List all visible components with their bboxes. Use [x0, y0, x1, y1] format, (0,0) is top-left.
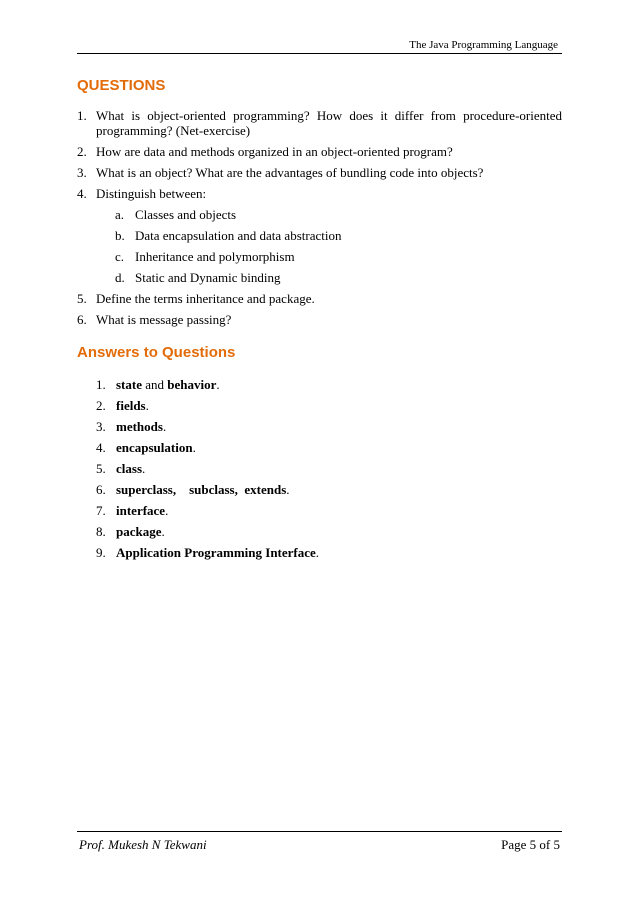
- item-number: 9.: [96, 545, 106, 560]
- item-number: 2.: [96, 398, 106, 413]
- answer-item: [96, 461, 319, 476]
- answer-term: behavior: [167, 377, 217, 392]
- page-header: [77, 37, 562, 54]
- answer-term: state: [116, 377, 142, 392]
- header-title: The Java Programming Language: [409, 39, 558, 51]
- list-item: [77, 108, 562, 138]
- question-text: Define the terms inheritance and package.: [96, 291, 315, 306]
- sub-list-item: [115, 207, 562, 222]
- answer-punct: .: [286, 482, 290, 497]
- answer-term: fields: [116, 398, 146, 413]
- answer-item: [96, 377, 319, 392]
- answer-term: interface: [116, 503, 166, 518]
- answer-item: [96, 524, 319, 539]
- item-number: 5.: [77, 291, 87, 306]
- sub-list-item: [115, 249, 562, 264]
- questions-heading: QUESTIONS: [77, 77, 166, 94]
- answer-term: encapsulation: [116, 440, 193, 455]
- item-letter: b.: [115, 228, 125, 243]
- sub-list-item: [115, 270, 562, 285]
- item-number: 3.: [77, 165, 87, 180]
- item-number: 5.: [96, 461, 106, 476]
- item-number: 1.: [96, 377, 106, 392]
- item-letter: d.: [115, 270, 125, 285]
- item-number: 2.: [77, 144, 87, 159]
- answer-punct: .: [165, 503, 169, 518]
- question-text: Distinguish between:: [96, 186, 207, 201]
- question-text: What is object-oriented programming? How does it differ from procedure-oriented programming? (Net-exercise): [96, 108, 562, 138]
- sub-list-item: [115, 228, 562, 243]
- sub-item-text: Classes and objects: [135, 207, 237, 222]
- answer-term: methods: [116, 419, 163, 434]
- answer-term: Application Programming Interface: [116, 545, 316, 560]
- list-item: [77, 186, 562, 285]
- answer-item: [96, 503, 319, 518]
- sub-item-text: Data encapsulation and data abstraction: [135, 228, 342, 243]
- footer-page-number: Page 5 of 5: [501, 837, 560, 852]
- answer-term: class: [116, 461, 142, 476]
- answer-text: and: [142, 377, 168, 392]
- answer-punct: .: [145, 398, 149, 413]
- item-number: 4.: [77, 186, 87, 201]
- answer-item: [96, 419, 319, 434]
- answer-term: extends: [244, 482, 287, 497]
- item-number: 4.: [96, 440, 106, 455]
- item-letter: c.: [115, 249, 125, 264]
- answer-punct: .: [216, 377, 220, 392]
- answer-item: [96, 440, 319, 455]
- answer-term: superclass,: [116, 482, 177, 497]
- item-letter: a.: [115, 207, 125, 222]
- answer-term: subclass,: [189, 482, 238, 497]
- sub-item-text: Static and Dynamic binding: [135, 270, 281, 285]
- answer-text: [176, 482, 189, 497]
- item-number: 3.: [96, 419, 106, 434]
- answer-punct: .: [161, 524, 165, 539]
- answer-term: package: [116, 524, 162, 539]
- item-number: 1.: [77, 108, 87, 123]
- question-text: What is message passing?: [96, 312, 232, 327]
- list-item: [77, 312, 562, 327]
- item-number: 7.: [96, 503, 106, 518]
- questions-list: [77, 108, 562, 333]
- list-item: [77, 144, 562, 159]
- answers-heading: Answers to Questions: [77, 344, 236, 361]
- list-item: [77, 165, 562, 180]
- answer-punct: .: [192, 440, 196, 455]
- answer-item: [96, 398, 319, 413]
- answer-punct: .: [315, 545, 320, 560]
- list-item: [77, 291, 562, 306]
- footer-author: Prof. Mukesh N Tekwani: [79, 837, 207, 852]
- sub-list: [96, 207, 562, 285]
- answers-list: [96, 377, 319, 566]
- question-text: What is an object? What are the advantages of bundling code into objects?: [96, 165, 484, 180]
- answer-item: [96, 545, 319, 560]
- question-text: How are data and methods organized in an object-oriented program?: [96, 144, 453, 159]
- page-footer: [77, 831, 562, 854]
- answer-item: [96, 482, 319, 497]
- item-number: 8.: [96, 524, 106, 539]
- answer-punct: .: [142, 461, 146, 476]
- answer-punct: .: [162, 419, 167, 434]
- item-number: 6.: [96, 482, 106, 497]
- item-number: 6.: [77, 312, 87, 327]
- sub-item-text: Inheritance and polymorphism: [135, 249, 295, 264]
